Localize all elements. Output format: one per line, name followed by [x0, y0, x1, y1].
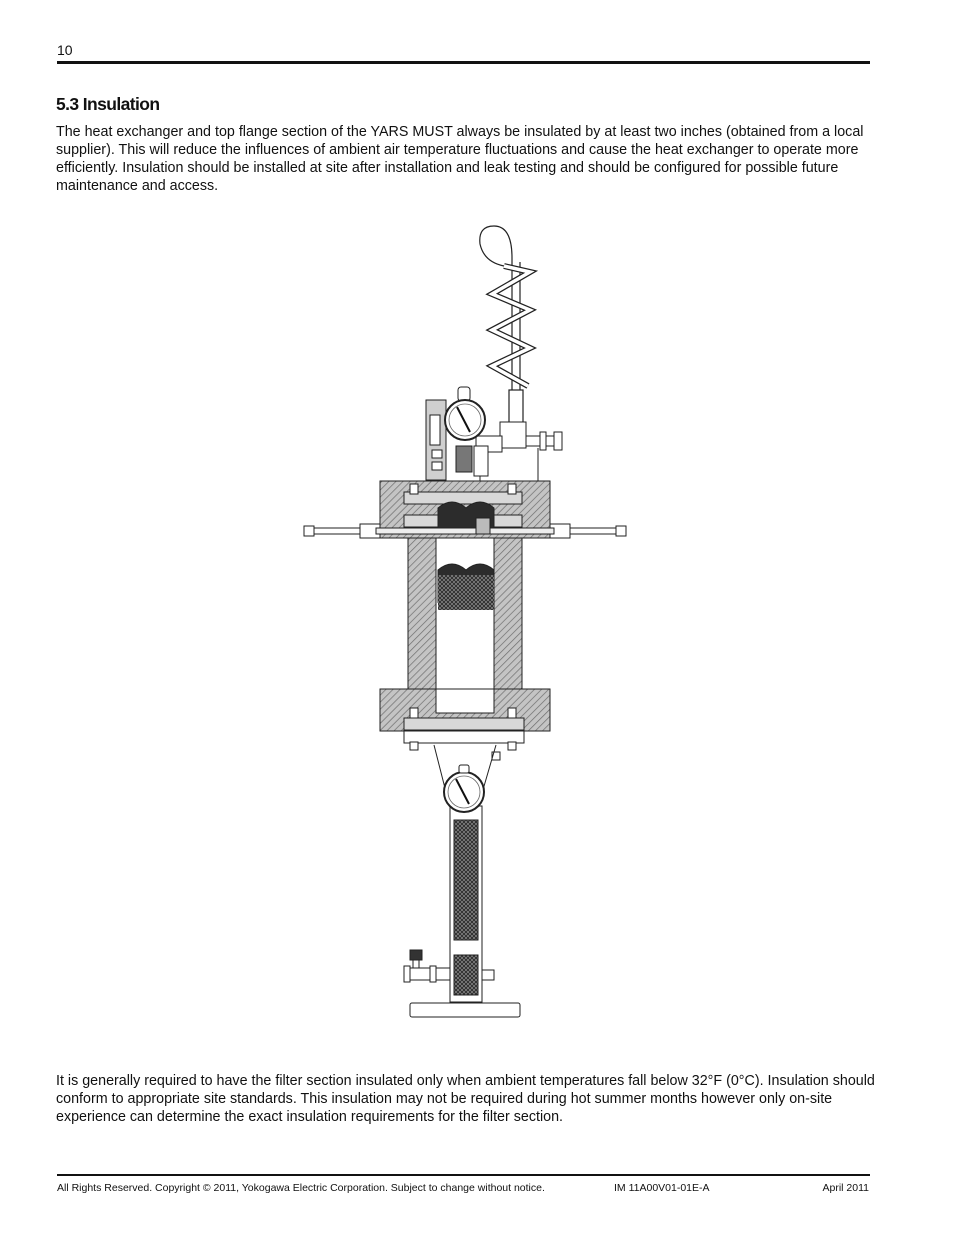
bottom-flange [380, 689, 550, 760]
body-paragraph-2: It is generally required to have the filter section insulated only when ambient temperatures fall below 32°F (0°C). Insulation should conform to appropriate site standards. This insulation may not be required during hot summer months however only on-site experience can determine the exact insulation requirements for the filter section. [56, 1073, 875, 1125]
footer-copyright: All Rights Reserved. Copyright © 2011, Yokogawa Electric Corporation. Subject to change without notice. [57, 1182, 545, 1194]
heat-exchanger-body [408, 538, 522, 710]
page-number: 10 [57, 42, 73, 58]
body-paragraph-1: The heat exchanger and top flange section of the YARS MUST always be insulated by at least two inches (obtained from a local supplier). This will reduce the influences of ambient air temperature fluctuations and cause the heat exchanger to operate more efficiently. Insulation should be installed at site after installation and leak testing and should be configured for possible future maintenance and access. [56, 124, 864, 194]
header-rule [57, 61, 870, 64]
upper-pressure-gauge-icon [445, 387, 485, 440]
section-title: 5.3 Insulation [56, 94, 160, 114]
footer-doc-id: IM 11A00V01-01E-A [614, 1182, 710, 1194]
footer-date: April 2011 [822, 1182, 869, 1194]
lower-pressure-gauge-icon [444, 765, 484, 812]
cooling-coil [480, 226, 530, 426]
yars-assembly-diagram [298, 222, 634, 1022]
footer-rule [57, 1174, 870, 1176]
